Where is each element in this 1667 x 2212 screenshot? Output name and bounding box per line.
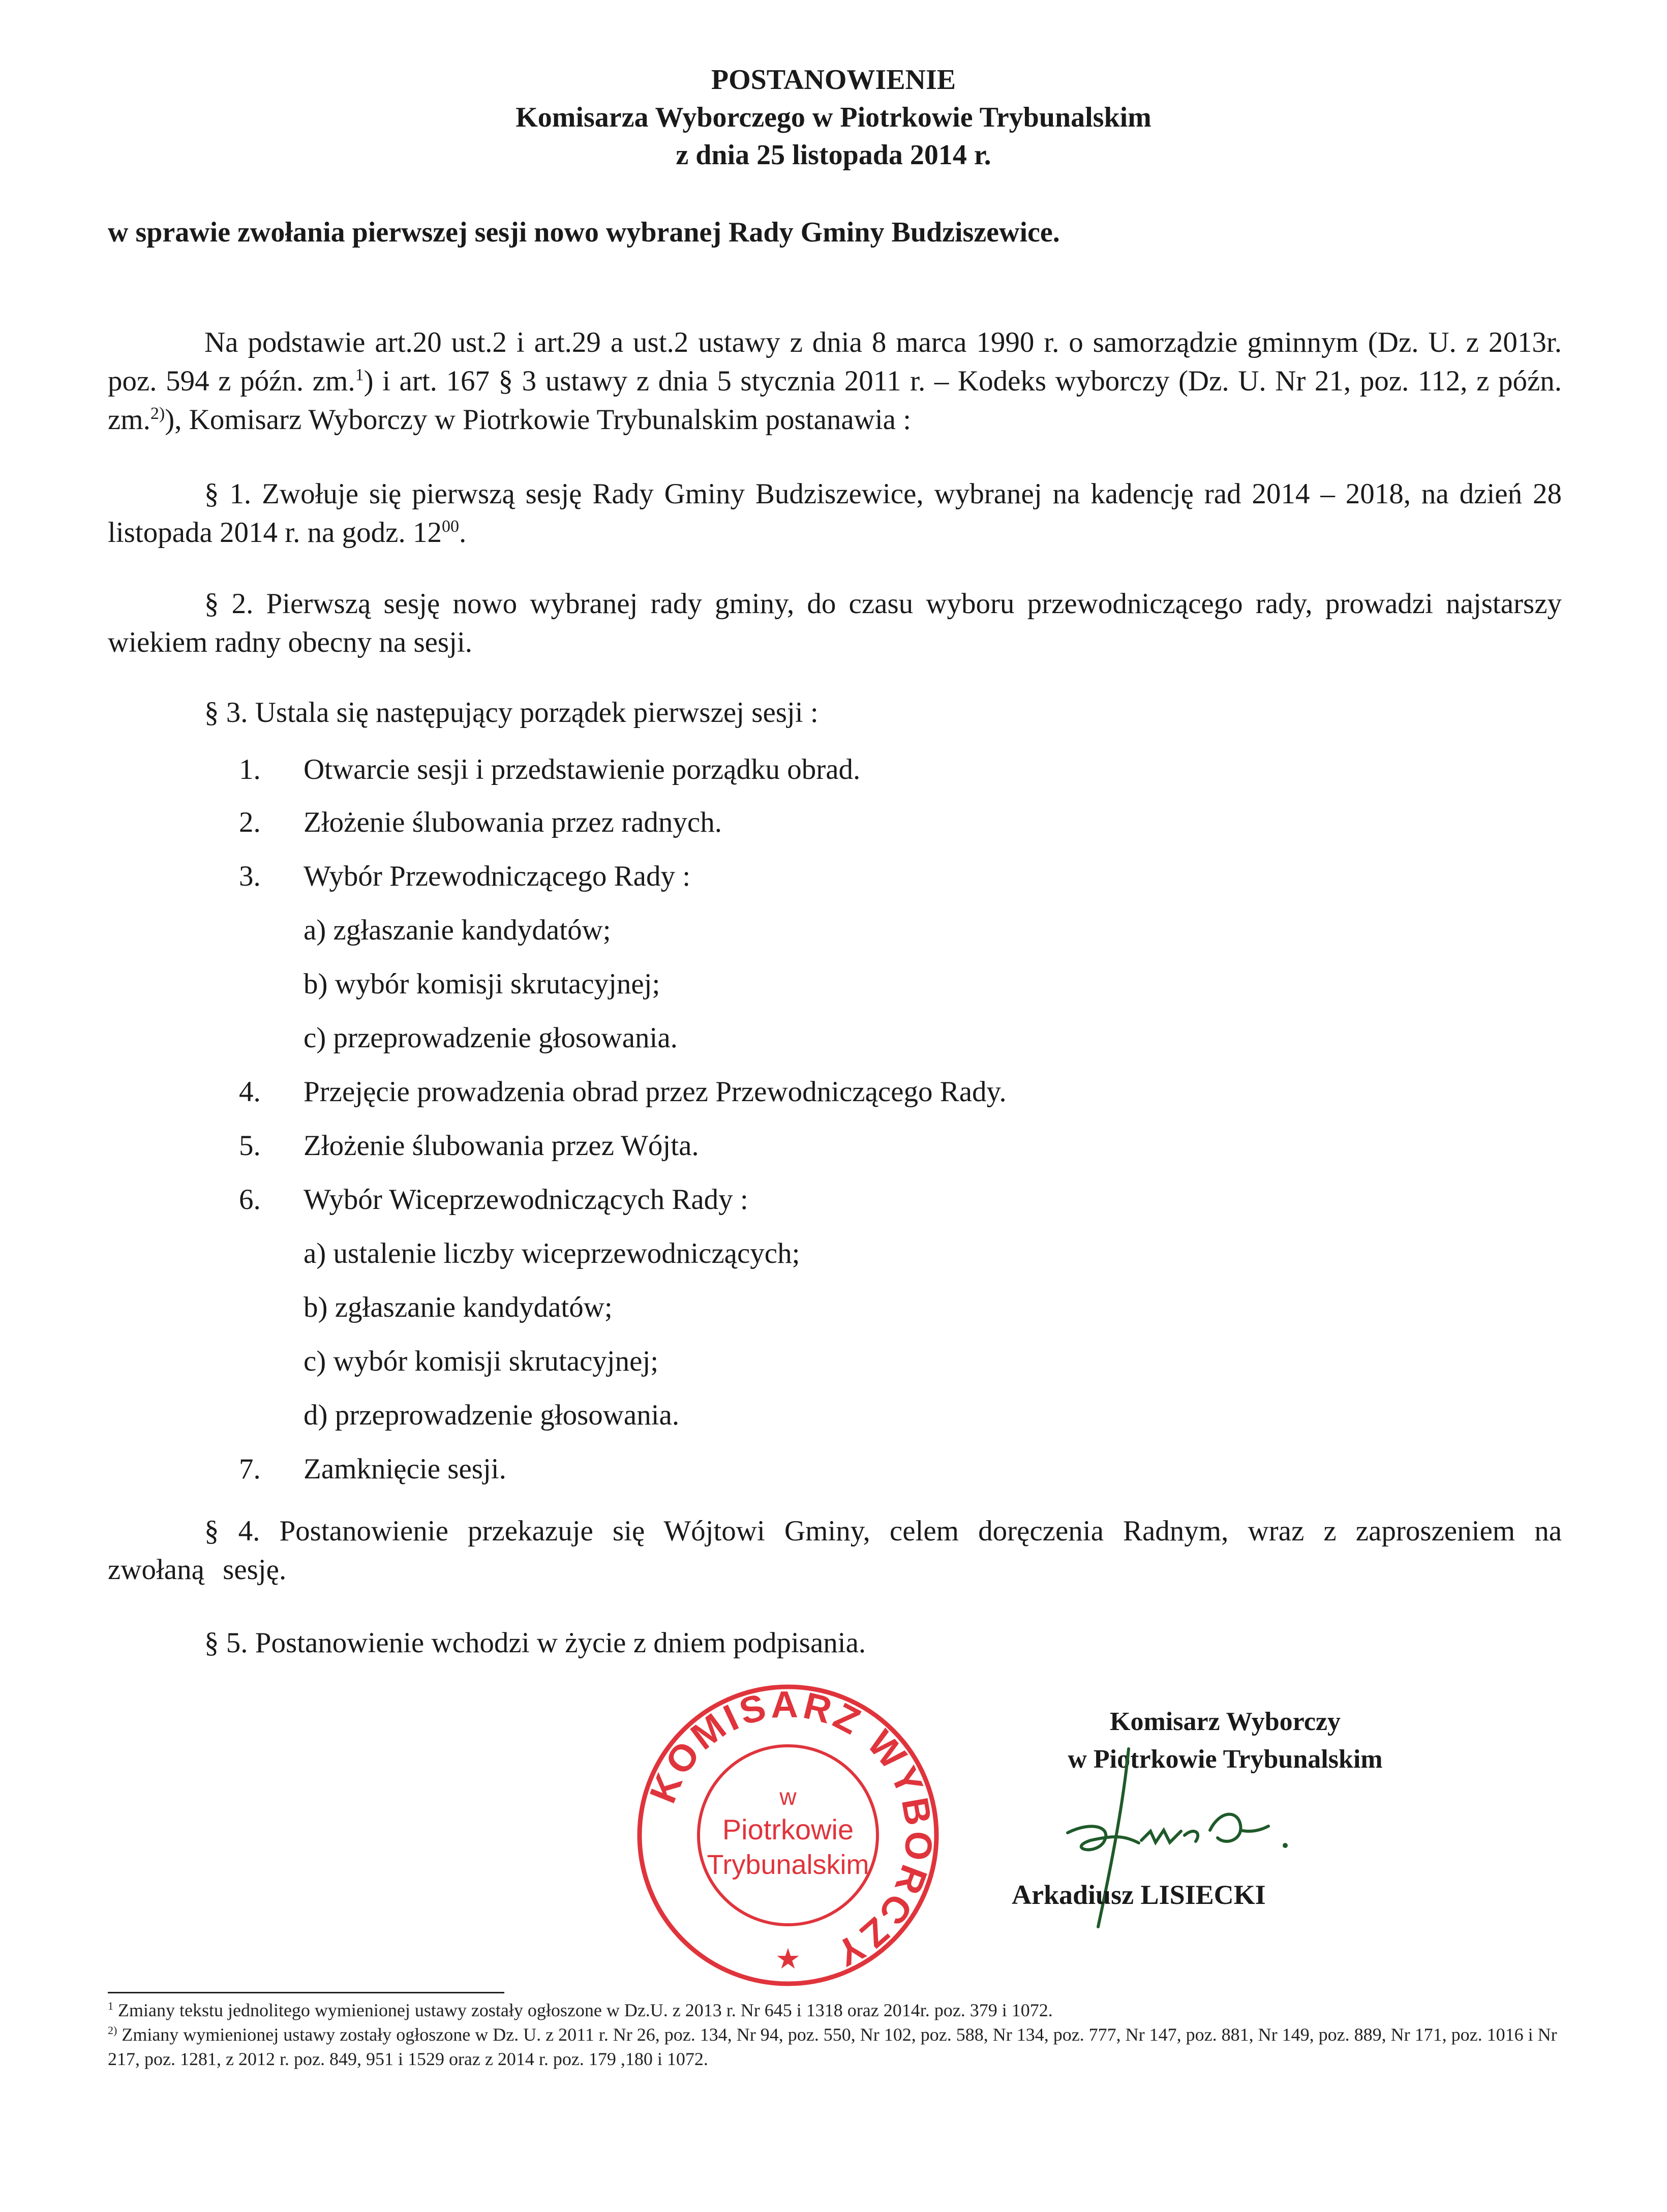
star-icon: ★ [775,1943,801,1976]
section-1-text: § 1. Zwołuje się pierwszą sesję Rady Gminy Budziszewice, wybranej na kadencję rad 2014 – 2018, na dzień 28 listopada 2014 r. na godz. 12 [108,478,1562,549]
sub-list-item-text: b) wybór komisji skrutacyjnej; [304,968,660,1000]
footnote-2 [108,2022,1562,2071]
stamp-ring-text: KOMISARZ WYBORCZY [641,1683,941,1977]
sub-list-item-text: a) ustalenie liczby wiceprzewodniczących; [304,1237,800,1269]
preamble-paragraph [108,323,1562,439]
list-item-text: Złożenie ślubowania przez radnych. [304,806,722,838]
footnote-1 [108,1998,1562,2022]
list-item-number: 2. [239,806,261,838]
section-1 [108,475,1562,552]
list-item-number: 6. [239,1184,261,1216]
list-item-number: 5. [239,1130,261,1162]
section-5-text: § 5. Postanowienie wchodzi w życie z dniem podpisania. [204,1627,866,1659]
document-heading [0,61,1667,174]
footnote-2-mark: 2) [108,2024,117,2037]
preamble-part3: ), Komisarz Wyborczy w Piotrkowie Trybunalskim postanawia : [165,404,912,436]
section-1-time-sup: 00 [441,517,459,536]
footnote-divider [108,1992,504,1993]
document-issuer: Komisarza Wyborczego w Piotrkowie Trybunalskim [516,102,1151,133]
sub-list-item-text: c) wybór komisji skrutacyjnej; [304,1345,659,1377]
footnote-1-mark: 1 [108,1999,113,2012]
footnote-1-text: Zmiany tekstu jednolitego wymienionej ustawy zostały ogłoszone w Dz.U. z 2013 r. Nr 645 i 1318 oraz 2014r. poz. 379 i 1072. [113,2000,1053,2020]
stamp-center-line-3: Trybunalskim [707,1850,869,1880]
stamp-center-line-1: w [779,1783,797,1810]
preamble-footnote-ref-1: 1 [355,366,364,384]
sub-list-item-text: c) przeprowadzenie głosowania. [304,1022,678,1054]
section-2 [108,585,1562,662]
section-3-text: § 3. Ustala się następujący porządek pierwszej sesji : [204,696,819,729]
preamble-footnote-ref-2: 2) [150,404,165,423]
list-item-text: Przejęcie prowadzenia obrad przez Przewodniczącego Rady. [304,1076,1007,1108]
signer-title-line-1: Komisarz Wyborczy [1110,1707,1341,1736]
signer-title-line-2: w Piotrkowie Trybunalskim [1068,1745,1383,1774]
sub-list-item-text: a) zgłaszanie kandydatów; [304,914,611,946]
document-subject: w sprawie zwołania pierwszej sesji nowo wybranej Rady Gminy Budziszewice. [108,217,1060,248]
list-item-text: Wybór Przewodniczącego Rady : [304,860,691,892]
list-item-text: Zamknięcie sesji. [304,1453,506,1485]
section-2-text: § 2. Pierwszą sesję nowo wybranej rady gminy, do czasu wyboru przewodniczącego rady, prowadzi najstarszy wiekiem radny obecny na sesji. [108,588,1562,658]
list-item-number: 4. [239,1076,261,1108]
official-stamp [630,1678,946,1993]
sub-list-item-text: d) przeprowadzenie głosowania. [304,1399,680,1431]
document-date: z dnia 25 listopada 2014 r. [676,139,991,171]
list-item-number: 1. [239,753,261,785]
section-1-end: . [459,517,467,549]
stamp-center-line-2: Piotrkowie [722,1813,854,1845]
list-item-number: 3. [239,860,261,892]
list-item-text: Złożenie ślubowania przez Wójta. [304,1130,699,1162]
preamble-part1: Na podstawie art.20 ust.2 i art.29 a ust.2 ustawy z dnia 8 marca 1990 r. o samorządzie gminnym (Dz. U. z 2013r. poz. 594 z późn. zm. [108,326,1562,397]
footnote-2-text: Zmiany wymienionej ustawy zostały ogłoszone w Dz. U. z 2011 r. Nr 26, poz. 134, Nr 94, poz. 550, Nr 102, poz. 588, Nr 134, poz. 777, Nr 147, poz. 881, Nr 149, poz. 889, Nr 171, poz. 1016 i Nr 217, poz. 1281, z 2012 r. poz. 849, 951 i 1529 oraz z 2014 r. poz. 179 ,180 i 1072. [108,2024,1557,2069]
section-3 [108,693,1562,732]
sub-list-item-text: b) zgłaszanie kandydatów; [304,1291,613,1323]
list-item-text: Wybór Wiceprzewodniczących Rady : [304,1184,748,1216]
document-title: POSTANOWIENIE [711,64,956,96]
list-item-text: Otwarcie sesji i przedstawienie porządku obrad. [304,753,861,785]
preamble-part2: ) i art. 167 § 3 ustawy z dnia 5 stycznia 2011 r. – Kodeks wyborczy (Dz. U. Nr 21, poz. 112, z późn. zm. [108,365,1562,436]
section-4 [108,1512,1562,1589]
section-5 [108,1624,1562,1662]
list-item-number: 7. [239,1453,261,1485]
signer-name: Arkadiusz LISIECKI [1012,1880,1266,1910]
section-4-text: § 4. Postanowienie przekazuje się Wójtowi Gminy, celem doręczenia Radnym, wraz z zaproszeniem na zwołaną sesję. [108,1515,1562,1586]
